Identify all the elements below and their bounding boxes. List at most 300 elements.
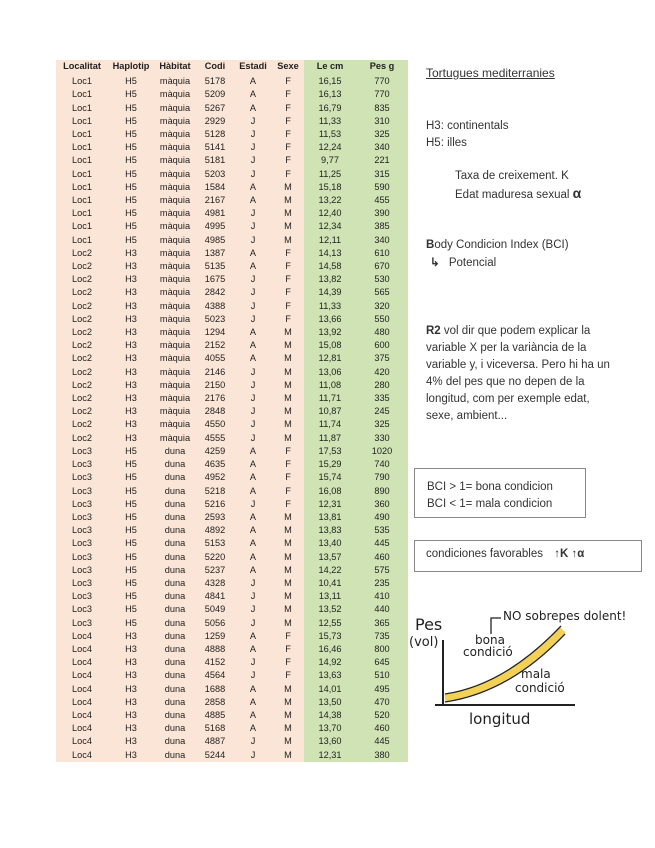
- cell-sexe: F: [272, 471, 304, 484]
- cell-estadi: J: [234, 207, 272, 220]
- cell-localitat: Loc1: [56, 141, 108, 154]
- cell-haplotip: H3: [108, 392, 154, 405]
- cell-haplotip: H5: [108, 617, 154, 630]
- cell-sexe: M: [272, 564, 304, 577]
- growth-rate-note: Taxa de creixement. K: [455, 170, 569, 182]
- cell-sexe: F: [272, 273, 304, 286]
- cell-habitat: màquia: [154, 194, 196, 207]
- cell-codi: 4635: [196, 458, 234, 471]
- cell-length: 16,79: [304, 102, 356, 115]
- cell-sexe: F: [272, 300, 304, 313]
- cell-localitat: Loc3: [56, 498, 108, 511]
- column-header-sexe: Sexe: [272, 60, 304, 73]
- cell-haplotip: H5: [108, 154, 154, 167]
- cell-haplotip: H3: [108, 630, 154, 643]
- table-row: [56, 511, 408, 524]
- cell-length: 11,87: [304, 432, 356, 445]
- cell-length: 13,50: [304, 696, 356, 709]
- cell-weight: 245: [356, 405, 408, 418]
- cell-weight: 325: [356, 128, 408, 141]
- cell-habitat: duna: [154, 603, 196, 616]
- cell-codi: 1294: [196, 326, 234, 339]
- cell-localitat: Loc1: [56, 115, 108, 128]
- cell-localitat: Loc3: [56, 524, 108, 537]
- cell-haplotip: H5: [108, 445, 154, 458]
- cell-estadi: A: [234, 339, 272, 352]
- maturity-age-text: Edat maduresa sexual: [455, 189, 570, 201]
- cell-localitat: Loc4: [56, 630, 108, 643]
- cell-sexe: M: [272, 405, 304, 418]
- cell-habitat: duna: [154, 551, 196, 564]
- cell-localitat: Loc2: [56, 300, 108, 313]
- cell-sexe: F: [272, 630, 304, 643]
- cell-habitat: màquia: [154, 207, 196, 220]
- cell-estadi: J: [234, 313, 272, 326]
- cell-localitat: Loc3: [56, 458, 108, 471]
- cell-weight: 460: [356, 722, 408, 735]
- cell-localitat: Loc2: [56, 392, 108, 405]
- turtle-data-table: [56, 60, 408, 762]
- bci-good-line: BCI > 1= bona condicion: [427, 481, 553, 493]
- cell-haplotip: H3: [108, 735, 154, 748]
- cell-habitat: màquia: [154, 88, 196, 101]
- table-row: [56, 735, 408, 748]
- r2-label: R2: [426, 325, 441, 337]
- column-header-estadi: Estadi: [234, 60, 272, 73]
- cell-codi: 2176: [196, 392, 234, 405]
- cell-estadi: J: [234, 154, 272, 167]
- cell-habitat: duna: [154, 749, 196, 762]
- table-row: [56, 656, 408, 669]
- cell-localitat: Loc1: [56, 220, 108, 233]
- good-condition-label-2: condició: [463, 645, 513, 659]
- cell-estadi: J: [234, 735, 272, 748]
- cell-localitat: Loc1: [56, 102, 108, 115]
- cell-localitat: Loc3: [56, 445, 108, 458]
- cell-localitat: Loc3: [56, 471, 108, 484]
- cell-weight: 420: [356, 366, 408, 379]
- cell-haplotip: H5: [108, 220, 154, 233]
- table-row: [56, 683, 408, 696]
- cell-localitat: Loc1: [56, 168, 108, 181]
- cell-codi: 5135: [196, 260, 234, 273]
- cell-localitat: Loc2: [56, 379, 108, 392]
- table-row: [56, 273, 408, 286]
- cell-estadi: A: [234, 722, 272, 735]
- cell-weight: 495: [356, 683, 408, 696]
- cell-habitat: màquia: [154, 102, 196, 115]
- cell-length: 14,22: [304, 564, 356, 577]
- table-row: [56, 445, 408, 458]
- cell-haplotip: H3: [108, 326, 154, 339]
- table-row: [56, 154, 408, 167]
- cell-habitat: màquia: [154, 300, 196, 313]
- bad-condition-label-1: mala: [521, 667, 551, 681]
- cell-localitat: Loc1: [56, 154, 108, 167]
- table-row: [56, 207, 408, 220]
- cell-weight: 890: [356, 485, 408, 498]
- cell-localitat: Loc3: [56, 603, 108, 616]
- favorable-symbols: ↑K ↑α: [554, 548, 585, 560]
- cell-weight: 535: [356, 524, 408, 537]
- cell-sexe: F: [272, 102, 304, 115]
- cell-haplotip: H5: [108, 75, 154, 88]
- cell-codi: 4952: [196, 471, 234, 484]
- favorable-conditions-box: [414, 540, 642, 572]
- cell-codi: 4995: [196, 220, 234, 233]
- cell-length: 13,63: [304, 669, 356, 682]
- no-overweight-note: NO sobrepes dolent!: [503, 609, 627, 623]
- cell-estadi: A: [234, 643, 272, 656]
- cell-sexe: F: [272, 141, 304, 154]
- cell-codi: 4555: [196, 432, 234, 445]
- cell-length: 11,08: [304, 379, 356, 392]
- cell-habitat: màquia: [154, 128, 196, 141]
- cell-haplotip: H3: [108, 656, 154, 669]
- cell-sexe: M: [272, 696, 304, 709]
- cell-localitat: Loc4: [56, 722, 108, 735]
- growth-notes: [455, 168, 581, 204]
- cell-localitat: Loc3: [56, 577, 108, 590]
- cell-estadi: A: [234, 537, 272, 550]
- h3-note: H3: continentals: [426, 120, 509, 132]
- table-row: [56, 300, 408, 313]
- cell-haplotip: H3: [108, 696, 154, 709]
- cell-localitat: Loc2: [56, 339, 108, 352]
- cell-weight: 790: [356, 471, 408, 484]
- table-row: [56, 234, 408, 247]
- cell-estadi: J: [234, 379, 272, 392]
- cell-habitat: màquia: [154, 313, 196, 326]
- cell-length: 10,87: [304, 405, 356, 418]
- cell-sexe: F: [272, 498, 304, 511]
- cell-estadi: J: [234, 498, 272, 511]
- cell-length: 12,81: [304, 352, 356, 365]
- cell-estadi: A: [234, 88, 272, 101]
- cell-length: 13,60: [304, 735, 356, 748]
- cell-weight: 490: [356, 511, 408, 524]
- cell-estadi: A: [234, 75, 272, 88]
- cell-habitat: duna: [154, 511, 196, 524]
- cell-sexe: M: [272, 524, 304, 537]
- table-header-row: [56, 60, 408, 73]
- h5-note: H5: illes: [426, 137, 467, 149]
- cell-length: 11,33: [304, 115, 356, 128]
- bci-heading: [426, 237, 569, 254]
- cell-codi: 5153: [196, 537, 234, 550]
- cell-weight: 770: [356, 88, 408, 101]
- cell-estadi: J: [234, 115, 272, 128]
- cell-length: 12,31: [304, 749, 356, 762]
- cell-localitat: Loc4: [56, 683, 108, 696]
- cell-length: 12,34: [304, 220, 356, 233]
- bci-potential: Potencial: [448, 257, 497, 269]
- cell-sexe: F: [272, 656, 304, 669]
- cell-habitat: màquia: [154, 260, 196, 273]
- cell-sexe: F: [272, 286, 304, 299]
- cell-codi: 4564: [196, 669, 234, 682]
- weight-length-sketch: [405, 600, 645, 735]
- data-table-container: [56, 60, 408, 762]
- return-arrow-icon: ↳: [430, 257, 440, 269]
- cell-estadi: J: [234, 656, 272, 669]
- cell-weight: 520: [356, 709, 408, 722]
- table-row: [56, 590, 408, 603]
- table-row: [56, 115, 408, 128]
- cell-estadi: J: [234, 141, 272, 154]
- cell-length: 13,11: [304, 590, 356, 603]
- cell-sexe: M: [272, 207, 304, 220]
- cell-habitat: màquia: [154, 326, 196, 339]
- cell-codi: 4892: [196, 524, 234, 537]
- cell-length: 13,81: [304, 511, 356, 524]
- cell-estadi: A: [234, 260, 272, 273]
- cell-codi: 5178: [196, 75, 234, 88]
- table-row: [56, 524, 408, 537]
- cell-sexe: M: [272, 722, 304, 735]
- table-row: [56, 405, 408, 418]
- cell-habitat: duna: [154, 564, 196, 577]
- cell-estadi: J: [234, 603, 272, 616]
- cell-length: 14,92: [304, 656, 356, 669]
- cell-sexe: M: [272, 392, 304, 405]
- cell-codi: 2152: [196, 339, 234, 352]
- cell-haplotip: H5: [108, 511, 154, 524]
- cell-codi: 5181: [196, 154, 234, 167]
- table-row: [56, 352, 408, 365]
- cell-localitat: Loc3: [56, 511, 108, 524]
- cell-length: 14,13: [304, 247, 356, 260]
- haplotype-notes: [426, 118, 508, 152]
- cell-haplotip: H3: [108, 669, 154, 682]
- cell-estadi: A: [234, 709, 272, 722]
- cell-estadi: A: [234, 326, 272, 339]
- cell-estadi: J: [234, 617, 272, 630]
- cell-estadi: J: [234, 590, 272, 603]
- cell-codi: 5049: [196, 603, 234, 616]
- cell-length: 11,25: [304, 168, 356, 181]
- cell-codi: 4985: [196, 234, 234, 247]
- cell-habitat: màquia: [154, 75, 196, 88]
- table-row: [56, 458, 408, 471]
- cell-localitat: Loc2: [56, 405, 108, 418]
- notes-title: Tortugues mediterranies: [426, 66, 555, 80]
- table-row: [56, 247, 408, 260]
- cell-length: 13,22: [304, 194, 356, 207]
- cell-estadi: J: [234, 418, 272, 431]
- cell-localitat: Loc2: [56, 326, 108, 339]
- bci-subnote: [430, 255, 496, 272]
- cell-haplotip: H5: [108, 498, 154, 511]
- cell-length: 10,41: [304, 577, 356, 590]
- cell-estadi: J: [234, 234, 272, 247]
- cell-codi: 4841: [196, 590, 234, 603]
- cell-haplotip: H5: [108, 102, 154, 115]
- cell-estadi: A: [234, 102, 272, 115]
- table-row: [56, 366, 408, 379]
- bci-heading-text: ody Condicion Index (BCI): [434, 239, 569, 251]
- cell-sexe: M: [272, 339, 304, 352]
- cell-codi: 4981: [196, 207, 234, 220]
- cell-localitat: Loc3: [56, 617, 108, 630]
- cell-codi: 5244: [196, 749, 234, 762]
- table-row: [56, 643, 408, 656]
- column-header-codi: Codi: [196, 60, 234, 73]
- cell-sexe: M: [272, 352, 304, 365]
- cell-weight: 740: [356, 458, 408, 471]
- cell-habitat: màquia: [154, 286, 196, 299]
- cell-estadi: A: [234, 458, 272, 471]
- cell-haplotip: H3: [108, 300, 154, 313]
- cell-localitat: Loc2: [56, 432, 108, 445]
- cell-weight: 385: [356, 220, 408, 233]
- cell-codi: 5056: [196, 617, 234, 630]
- cell-weight: 440: [356, 603, 408, 616]
- cell-localitat: Loc2: [56, 418, 108, 431]
- cell-localitat: Loc4: [56, 735, 108, 748]
- cell-haplotip: H3: [108, 722, 154, 735]
- y-axis-label-pes: Pes: [415, 615, 443, 634]
- table-row: [56, 379, 408, 392]
- good-condition-label-1: bona: [475, 633, 505, 647]
- cell-sexe: F: [272, 88, 304, 101]
- cell-habitat: màquia: [154, 247, 196, 260]
- cell-codi: 4328: [196, 577, 234, 590]
- table-row: [56, 498, 408, 511]
- cell-haplotip: H5: [108, 88, 154, 101]
- cell-codi: 1675: [196, 273, 234, 286]
- cell-haplotip: H5: [108, 458, 154, 471]
- cell-codi: 2146: [196, 366, 234, 379]
- cell-weight: 445: [356, 735, 408, 748]
- cell-estadi: A: [234, 352, 272, 365]
- cell-weight: 590: [356, 181, 408, 194]
- table-row: [56, 313, 408, 326]
- cell-haplotip: H3: [108, 260, 154, 273]
- cell-localitat: Loc2: [56, 273, 108, 286]
- cell-estadi: J: [234, 220, 272, 233]
- cell-habitat: duna: [154, 630, 196, 643]
- column-header-length: Le cm: [304, 60, 356, 73]
- cell-sexe: M: [272, 603, 304, 616]
- cell-sexe: M: [272, 577, 304, 590]
- cell-estadi: J: [234, 300, 272, 313]
- cell-habitat: màquia: [154, 220, 196, 233]
- cell-sexe: M: [272, 537, 304, 550]
- cell-habitat: duna: [154, 537, 196, 550]
- cell-length: 12,55: [304, 617, 356, 630]
- cell-sexe: M: [272, 683, 304, 696]
- cell-length: 13,66: [304, 313, 356, 326]
- cell-habitat: duna: [154, 471, 196, 484]
- cell-haplotip: H3: [108, 286, 154, 299]
- cell-sexe: M: [272, 735, 304, 748]
- cell-habitat: màquia: [154, 392, 196, 405]
- cell-codi: 2858: [196, 696, 234, 709]
- cell-localitat: Loc1: [56, 207, 108, 220]
- cell-weight: 670: [356, 260, 408, 273]
- cell-codi: 4550: [196, 418, 234, 431]
- cell-haplotip: H3: [108, 643, 154, 656]
- cell-sexe: F: [272, 313, 304, 326]
- table-row: [56, 722, 408, 735]
- cell-estadi: A: [234, 445, 272, 458]
- favorable-text: condiciones favorables: [426, 548, 543, 560]
- cell-localitat: Loc1: [56, 181, 108, 194]
- cell-haplotip: H5: [108, 603, 154, 616]
- bad-condition-label-2: condició: [515, 681, 565, 695]
- cell-length: 13,82: [304, 273, 356, 286]
- cell-localitat: Loc3: [56, 564, 108, 577]
- cell-estadi: A: [234, 551, 272, 564]
- cell-sexe: M: [272, 511, 304, 524]
- cell-estadi: J: [234, 286, 272, 299]
- cell-length: 16,15: [304, 75, 356, 88]
- cell-habitat: duna: [154, 445, 196, 458]
- table-row: [56, 326, 408, 339]
- cell-codi: 2848: [196, 405, 234, 418]
- cell-sexe: F: [272, 458, 304, 471]
- table-row: [56, 709, 408, 722]
- cell-weight: 770: [356, 75, 408, 88]
- cell-codi: 5237: [196, 564, 234, 577]
- table-row: [56, 128, 408, 141]
- r2-text: vol dir que podem explicar la variable X per la variància de la variable y, i viceversa. Pero hi ha un 4% del pes que no depen de la longitud, com per exemple edat, sexe, ambient...: [426, 325, 610, 422]
- cell-length: 15,74: [304, 471, 356, 484]
- cell-weight: 645: [356, 656, 408, 669]
- y-axis-label-vol: (vol): [409, 635, 439, 650]
- cell-habitat: màquia: [154, 168, 196, 181]
- table-row: [56, 537, 408, 550]
- cell-length: 15,18: [304, 181, 356, 194]
- cell-codi: 2167: [196, 194, 234, 207]
- cell-estadi: J: [234, 366, 272, 379]
- cell-sexe: F: [272, 669, 304, 682]
- cell-habitat: duna: [154, 617, 196, 630]
- cell-weight: 530: [356, 273, 408, 286]
- cell-sexe: M: [272, 617, 304, 630]
- cell-habitat: duna: [154, 735, 196, 748]
- pointer-arrow: [491, 618, 501, 634]
- cell-localitat: Loc3: [56, 537, 108, 550]
- cell-codi: 5209: [196, 88, 234, 101]
- cell-localitat: Loc2: [56, 366, 108, 379]
- cell-habitat: màquia: [154, 273, 196, 286]
- cell-haplotip: H3: [108, 683, 154, 696]
- cell-weight: 325: [356, 418, 408, 431]
- cell-length: 12,40: [304, 207, 356, 220]
- cell-weight: 735: [356, 630, 408, 643]
- column-header-habitat: Hàbitat: [154, 60, 196, 73]
- cell-localitat: Loc4: [56, 643, 108, 656]
- cell-haplotip: H5: [108, 551, 154, 564]
- cell-sexe: F: [272, 260, 304, 273]
- cell-estadi: A: [234, 511, 272, 524]
- cell-habitat: màquia: [154, 154, 196, 167]
- cell-sexe: M: [272, 326, 304, 339]
- cell-weight: 375: [356, 352, 408, 365]
- cell-localitat: Loc2: [56, 286, 108, 299]
- table-row: [56, 260, 408, 273]
- cell-codi: 2150: [196, 379, 234, 392]
- cell-codi: 4885: [196, 709, 234, 722]
- table-row: [56, 630, 408, 643]
- cell-estadi: A: [234, 683, 272, 696]
- cell-haplotip: H5: [108, 141, 154, 154]
- cell-weight: 610: [356, 247, 408, 260]
- cell-weight: 550: [356, 313, 408, 326]
- cell-weight: 460: [356, 551, 408, 564]
